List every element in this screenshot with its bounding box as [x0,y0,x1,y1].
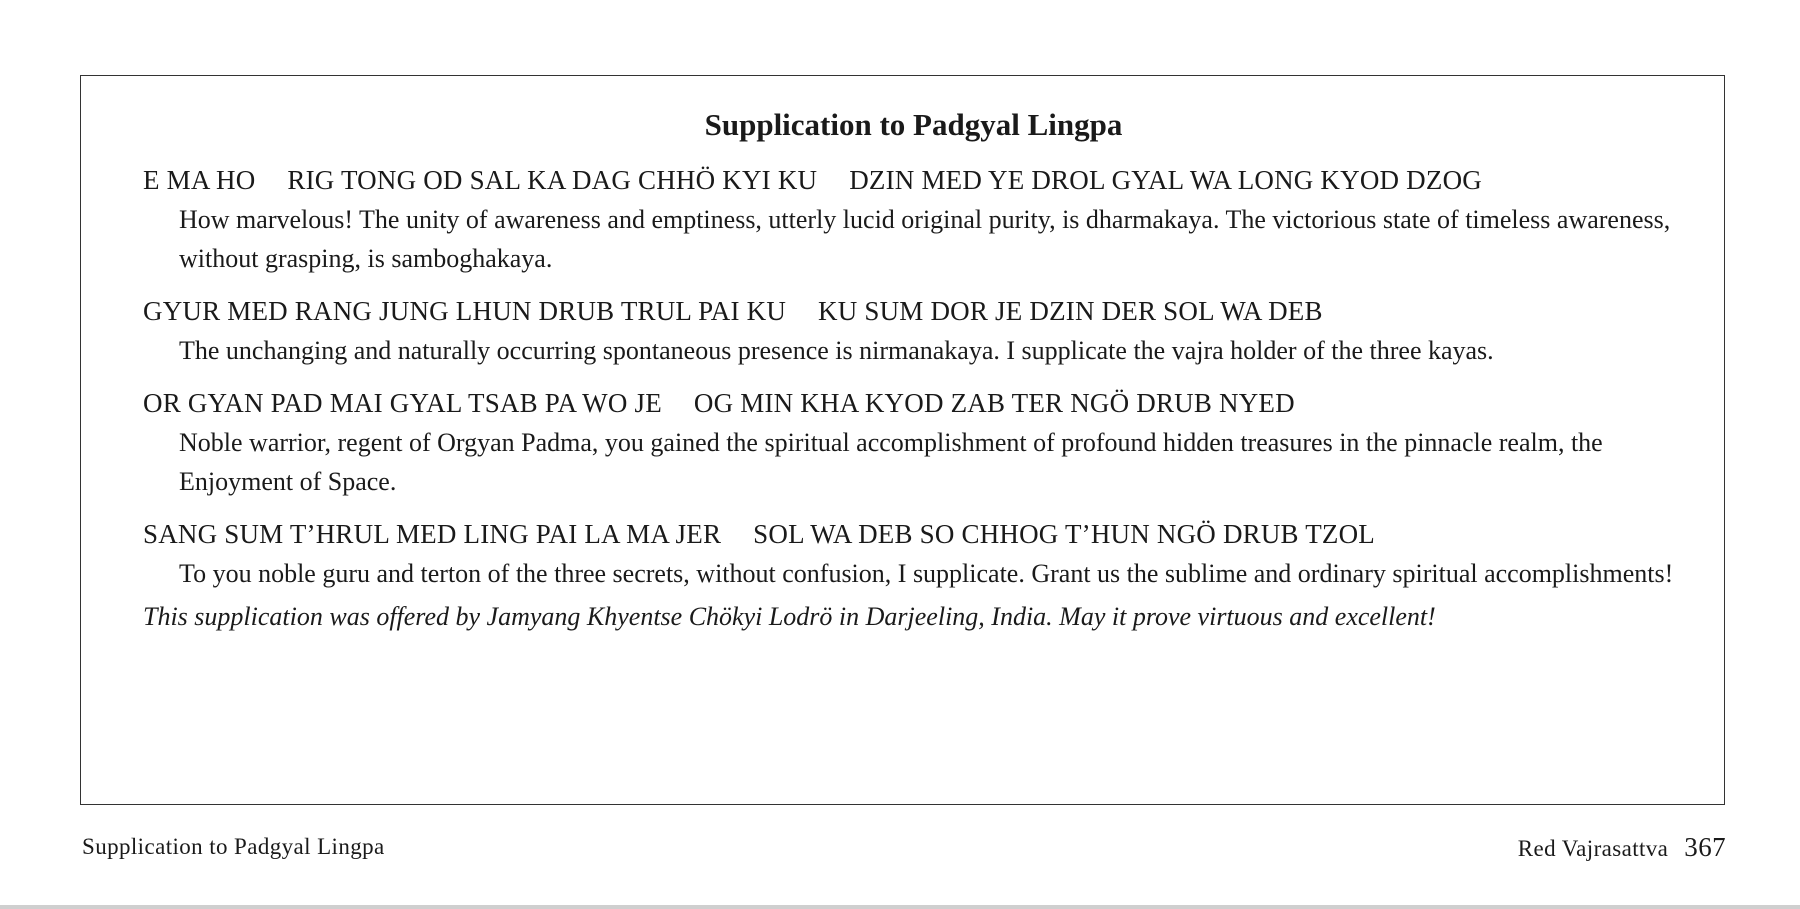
english-translation: Noble warrior, regent of Orgyan Padma, you gained the spiritual accomplishment of profound hidden treasures in the pinnacle realm, the Enjoyment of Space. [179,428,1603,497]
tibetan-verse [143,161,1684,200]
page-edge [0,905,1800,909]
stanza-3 [143,384,1684,501]
supplication-title: Supplication to Padgyal Lingpa [704,107,1123,142]
english-translation: The unchanging and naturally occurring spontaneous presence is nirmanakaya. I supplicate the vajra holder of the three kayas. [179,336,1494,366]
colophon: This supplication was offered by Jamyang Khyentse Chökyi Lodrö in Darjeeling, India. May it prove virtuous and excellent! [143,602,1436,632]
english-translation: How marvelous! The unity of awareness and emptiness, utterly lucid original purity, is dharmakaya. The victorious state of timeless awareness, without grasping, is samboghakaya. [179,205,1671,274]
running-footer-title: Supplication to Padgyal Lingpa [82,834,385,859]
tibetan-phrase: E MA HO [143,165,256,196]
book-title: Red Vajrasattva [1517,836,1669,861]
tibetan-phrase: KU SUM DOR JE DZIN DER SOL WA DEB [818,296,1323,327]
tibetan-phrase: OG MIN KHA KYOD ZAB TER NGÖ DRUB NYED [693,388,1295,419]
tibetan-phrase: GYUR MED RANG JUNG LHUN DRUB TRUL PAI KU [143,296,787,327]
tibetan-phrase: SOL WA DEB SO CHHOG T’HUN NGÖ DRUB TZOL [753,519,1375,550]
tibetan-phrase: SANG SUM T’HRUL MED LING PAI LA MA JER [143,519,722,550]
tibetan-verse [143,515,1684,554]
running-footer-book [1518,832,1726,863]
tibetan-verse [143,292,1684,331]
stanza-1 [143,161,1684,278]
stanza-2 [143,292,1684,370]
stanza-4 [143,515,1684,593]
page-number: 367 [1684,832,1726,862]
supplication-box [80,75,1725,805]
tibetan-verse [143,384,1684,423]
english-translation: To you noble guru and terton of the three secrets, without confusion, I supplicate. Grant us the sublime and ordinary spiritual accomplishments! [179,559,1674,589]
tibetan-phrase: RIG TONG OD SAL KA DAG CHHÖ KYI KU [287,165,818,196]
tibetan-phrase: DZIN MED YE DROL GYAL WA LONG KYOD DZOG [849,165,1482,196]
tibetan-phrase: OR GYAN PAD MAI GYAL TSAB PA WO JE [143,388,662,419]
